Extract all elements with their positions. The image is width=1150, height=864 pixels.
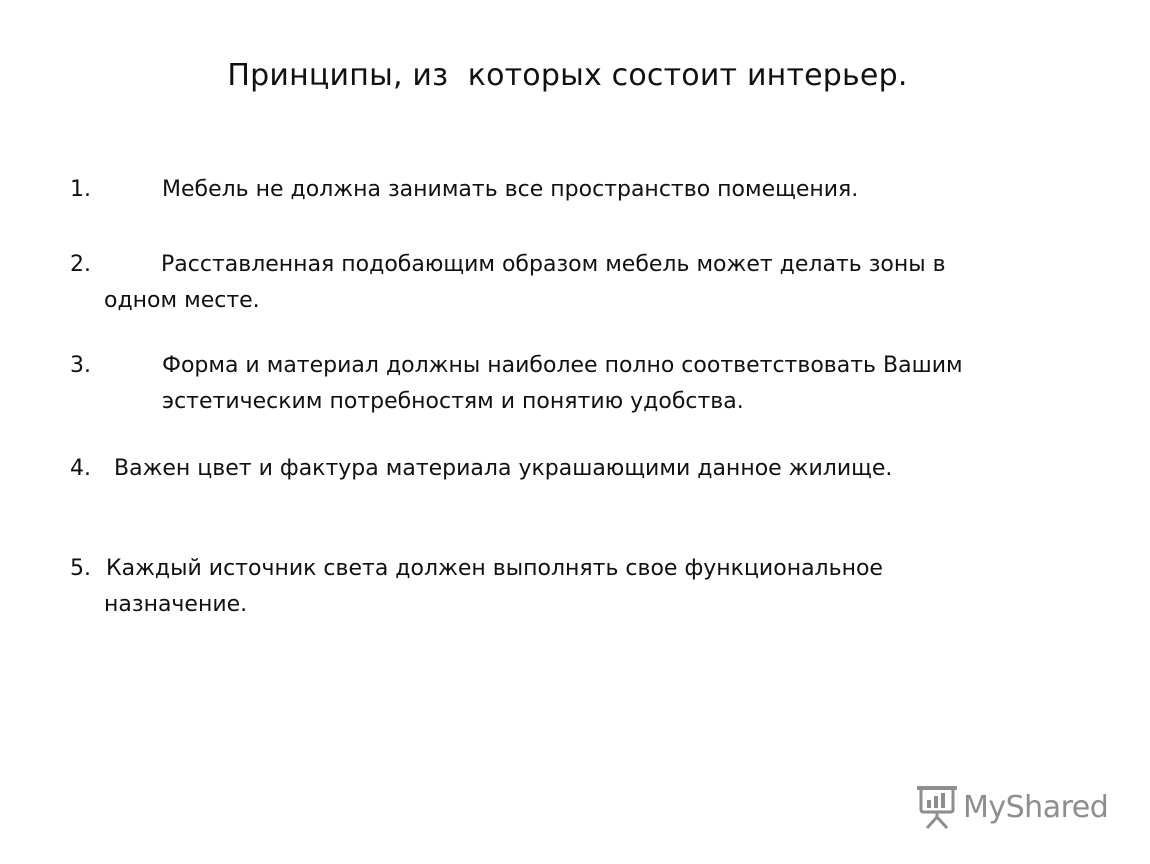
list-item-text-continued: одном месте. bbox=[104, 288, 260, 313]
list-item-text: Каждый источник света должен выполнять свое функциональное bbox=[106, 556, 883, 581]
list-item-text: Важен цвет и фактура материала украшающими данное жилище. bbox=[114, 456, 893, 481]
presentation-board-icon bbox=[917, 785, 957, 829]
slide-title: Принципы, из которых состоит интерьер. bbox=[227, 58, 908, 93]
list-item-number: 2. bbox=[70, 252, 91, 277]
list-item-text-continued: назначение. bbox=[104, 592, 248, 617]
list-item bbox=[70, 172, 1110, 208]
list-item-number: 4. bbox=[70, 456, 91, 481]
list-item bbox=[70, 348, 1110, 420]
list-item-text: Мебель не должна занимать все пространство помещения. bbox=[162, 177, 859, 202]
list-item-text-continued: эстетическим потребностям и понятию удобства. bbox=[162, 389, 744, 414]
list-item bbox=[70, 551, 1110, 623]
list-item-number: 3. bbox=[70, 353, 91, 378]
list-item bbox=[70, 247, 1080, 319]
list-item-text: Расставленная подобающим образом мебель может делать зоны в bbox=[161, 252, 946, 277]
list-item-number: 5. bbox=[70, 556, 91, 581]
list-item bbox=[70, 451, 1110, 487]
watermark bbox=[917, 783, 1108, 831]
list-item-number: 1. bbox=[70, 177, 91, 202]
list-item-text: Форма и материал должны наиболее полно соответствовать Вашим bbox=[162, 353, 963, 378]
watermark-text: MyShared bbox=[963, 789, 1109, 825]
